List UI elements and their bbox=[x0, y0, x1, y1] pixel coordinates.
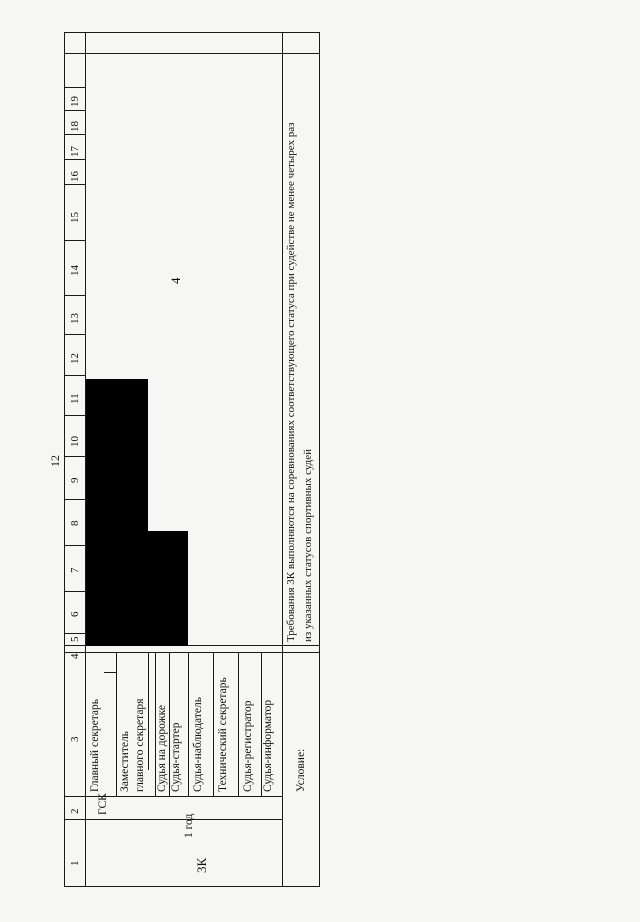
col-number-19: 19 bbox=[69, 96, 81, 107]
col-number-18: 18 bbox=[69, 121, 81, 132]
role-lane-judge: Судья на дорожке bbox=[156, 705, 168, 792]
role-deputy-line1: Заместитель bbox=[119, 731, 131, 792]
condition-label: Условие: bbox=[295, 748, 307, 792]
qualification-table bbox=[64, 32, 320, 887]
col-number-10: 10 bbox=[69, 436, 81, 447]
filled-block-lower bbox=[148, 531, 188, 646]
role-starter: Судья-стартер bbox=[170, 722, 182, 792]
col-number-3: 3 bbox=[69, 736, 81, 742]
col-number-15: 15 bbox=[69, 212, 81, 223]
role-registrar: Судья-регистратор bbox=[242, 700, 254, 792]
group-label: ГСК bbox=[97, 793, 109, 815]
period-label: 1 год bbox=[183, 813, 195, 838]
rank-label: 3К bbox=[194, 857, 209, 873]
role-deputy-line2: главного секретаря bbox=[134, 698, 146, 792]
col-number-14: 14 bbox=[69, 265, 81, 276]
col-number-11: 11 bbox=[69, 393, 81, 404]
col-number-6: 6 bbox=[69, 611, 81, 617]
col-number-7: 7 bbox=[69, 567, 81, 573]
col-number-16: 16 bbox=[69, 171, 81, 182]
col-number-8: 8 bbox=[69, 520, 81, 526]
col-number-9: 9 bbox=[69, 477, 81, 483]
col-number-2: 2 bbox=[69, 808, 81, 814]
role-informer: Судья-информатор bbox=[262, 699, 274, 792]
col-number-4: 4 bbox=[69, 653, 81, 659]
role-chief-secretary: Главный секретарь bbox=[89, 698, 101, 792]
col-number-1: 1 bbox=[69, 860, 81, 866]
role-technical-secretary: Технический секретарь bbox=[217, 677, 229, 792]
col-number-12: 12 bbox=[69, 353, 81, 364]
condition-text-1: Требования 3К выполняются на соревнованиях соответствующего статуса при судействе не менее четырех раз bbox=[285, 122, 297, 642]
col-number-5: 5 bbox=[69, 636, 81, 642]
page-number: 12 bbox=[48, 455, 62, 467]
filled-block-upper bbox=[86, 379, 148, 646]
col-number-13: 13 bbox=[69, 313, 81, 324]
role-observer: Судья-наблюдатель bbox=[192, 697, 204, 792]
col-number-17: 17 bbox=[69, 146, 81, 157]
requirement-count: 4 bbox=[168, 277, 183, 284]
condition-text-2: из указанных статусов спортивных судей bbox=[302, 448, 314, 642]
